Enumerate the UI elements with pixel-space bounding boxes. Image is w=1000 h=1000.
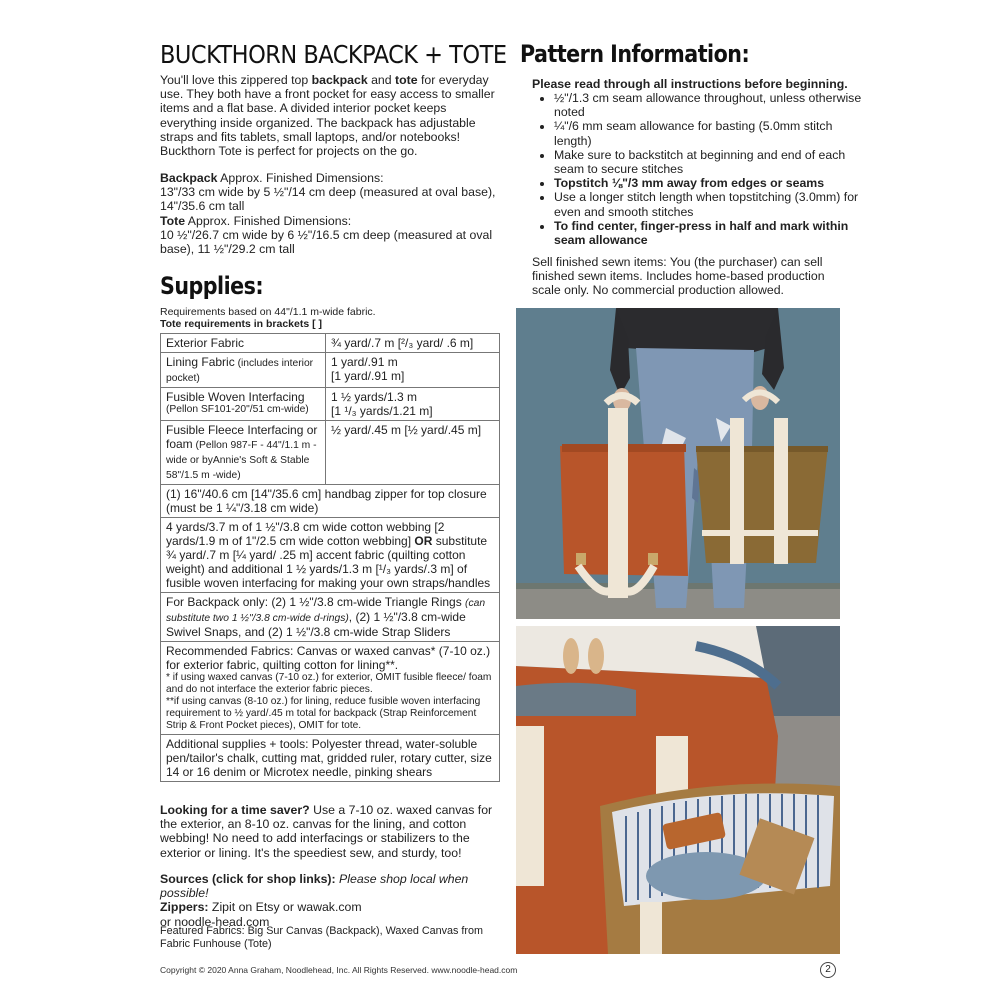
supply-label-note: (includes interior pocket)	[166, 358, 314, 384]
backpack-dims-heading: Approx. Finished Dimensions:	[217, 171, 384, 185]
copyright-footer: Copyright © 2020 Anna Graham, Noodlehead, Inc. All Rights Reserved. www.noodle-head.com	[160, 965, 518, 975]
backpack-dims: 13"/33 cm wide by 5 ½"/14 cm deep (measured at oval base), 14"/35.6 cm tall	[160, 185, 496, 214]
zippers-label: Zippers:	[160, 900, 209, 915]
selling-policy: Sell finished sewn items: You (the purchaser) can sell finished sewn items. Includes home-based production scale only. No commercial production allowed.	[532, 255, 825, 298]
pattern-info-lead: Please read through all instructions before beginning.	[532, 77, 848, 91]
tote-dims-heading: Approx. Finished Dimensions:	[185, 213, 352, 228]
noodlehead-link[interactable]: or noodle-head.com	[160, 914, 270, 929]
list-item: • ¼"/6 mm seam allowance for basting (5.0mm stitch length)	[554, 119, 864, 147]
webbing-requirement	[161, 518, 500, 593]
webbing-text: 4 yards/3.7 m of 1 ½"/3.8 cm wide cotton webbing [2 yards/1.9 m of 1"/2.5 cm wide cotton webbing]	[166, 520, 445, 548]
photo-backpack-and-tote	[516, 308, 840, 619]
supply-label-note: (Pellon 987-F - 44"/1.1 m -wide or byAnnie's Soft & Stable 58"/1.5 m -wide)	[166, 440, 317, 481]
time-saver-label: Looking for a time saver?	[160, 803, 310, 817]
supply-label-text: Fusible Woven Interfacing	[166, 390, 305, 404]
recommended-text: Recommended Fabrics: Canvas or waxed canvas* (7-10 oz.) for exterior fabric, quilting cotton for lining**.	[166, 644, 491, 672]
table-row	[161, 353, 500, 388]
supply-label-note: (Pellon SF101-20"/51 cm-wide)	[166, 404, 309, 415]
zipper-requirement: (1) 16"/40.6 cm [14"/35.6 cm] handbag zipper for top closure (must be 1 ¼"/3.18 cm wide)	[161, 485, 500, 518]
hardware-requirement	[161, 593, 500, 642]
time-saver-tip	[160, 803, 505, 860]
supply-label	[161, 353, 326, 388]
intro-text-1: You'll love this zippered top	[160, 73, 312, 87]
supplies-table	[160, 333, 500, 782]
table-row	[161, 735, 500, 782]
pattern-info-heading: Pattern Information:	[520, 40, 750, 68]
hardware-text: For Backpack only: (2) 1 ½"/3.8 cm-wide Triangle Rings	[166, 595, 466, 609]
hardware-note: (can substitute two 1 ½"/3.8 cm-wide d-rings)	[166, 598, 486, 624]
waxed-canvas-note: * if using waxed canvas (7-10 oz.) for exterior, OMIT fusible fleece/ foam and do not interface the exterior fabric pieces.	[166, 672, 492, 695]
supply-label-text: Lining Fabric	[166, 355, 235, 369]
supply-amount: 1 ½ yards/1.3 m [1 ¹/₃ yards/1.21 m]	[326, 388, 500, 421]
webbing-alt-text: substitute ¾ yard/.7 m [¼ yard/ .25 m] accent fabric (quilting cotton weight) and additional 1 ½ yards/1.3 m [¹/₃ yards/.3 m] of fusible woven interfacing for making your own straps/handles	[166, 534, 491, 590]
requirements-note	[160, 307, 505, 330]
hardware-text-2: , (2) 1 ½"/3.8 cm-wide Swivel Snaps, and (2) 1 ½"/3.8 cm-wide Strap Sliders	[166, 610, 466, 639]
supply-amount: 1 yard/.91 m [1 yard/.91 m]	[326, 353, 500, 388]
photo-open-bags-image	[516, 626, 840, 954]
intro-text-2: and	[367, 73, 396, 87]
webbing-or: OR	[414, 534, 433, 548]
page-number: 2	[820, 962, 836, 978]
list-item: • To find center, finger-press in half and mark within seam allowance	[554, 219, 864, 247]
tote-brackets-note: Tote requirements in brackets [ ]	[160, 317, 323, 330]
supply-amount: ½ yard/.45 m [½ yard/.45 m]	[326, 421, 500, 485]
table-row	[161, 593, 500, 642]
time-saver-text: Use a 7-10 oz. waxed canvas for the exterior, an 8-10 oz. canvas for the lining, and cotton webbing! No need to add interfacings or stabilizers to the exterior or lining. It's the speediest sew, and sturdy, too!	[160, 803, 493, 860]
sources-note: Please shop local when possible!	[160, 872, 469, 901]
table-row	[161, 421, 500, 485]
tote-dims: 10 ½"/26.7 cm wide by 6 ½"/16.5 cm deep (measured at oval base), 11 ½"/29.2 cm tall	[160, 227, 493, 257]
finished-dimensions	[160, 171, 505, 256]
additional-supplies: Additional supplies + tools: Polyester thread, water-soluble pen/tailor's chalk, cutting mat, gridded ruler, rotary cutter, size 14 or 16 denim or Microtex needle, pinking shears	[161, 735, 500, 782]
zippers-links[interactable]: Zipit on Etsy or wawak.com	[208, 900, 362, 915]
list-item: • Topstitch ⅛"/3 mm away from edges or seams	[554, 176, 864, 190]
pattern-info-list	[532, 91, 864, 247]
supply-label-text: Exterior Fabric	[166, 336, 245, 350]
backpack-label: Backpack	[160, 171, 218, 185]
sources	[160, 872, 505, 929]
supply-label	[161, 334, 326, 353]
supplies-heading: Supplies:	[160, 272, 264, 300]
photo-backpack-and-tote-image	[516, 308, 840, 619]
supply-label	[161, 388, 326, 421]
list-item: • ½"/1.3 cm seam allowance throughout, unless otherwise noted	[554, 91, 864, 119]
supply-amount: ¾ yard/.7 m [²/₃ yard/ .6 m]	[326, 334, 500, 353]
table-row	[161, 642, 500, 735]
photo-open-bags	[516, 626, 840, 954]
supply-label-text: Fusible Fleece Interfacing or foam	[166, 423, 318, 451]
list-item: • Make sure to backstitch at beginning and end of each seam to secure stitches	[554, 148, 864, 176]
supply-label	[161, 421, 326, 485]
list-item: • Use a longer stitch length when topstitching (3.0mm) for even and smooth stitches	[554, 190, 864, 218]
intro-bold-backpack: backpack	[311, 73, 368, 87]
featured-fabrics: Featured Fabrics: Big Sur Canvas (Backpack), Waxed Canvas from Fabric Funhouse (Tote)	[160, 925, 484, 950]
intro-bold-tote: tote	[395, 73, 418, 87]
canvas-lining-note: **if using canvas (8-10 oz.) for lining, reduce fusible woven interfacing requirement to ½ yard/.45 m total for backpack (Strap Reinforcement Strip & Front Pocket pieces), OMIT for tote.	[166, 696, 481, 731]
intro-text-3: for everyday use. They both have a front pocket for easy access to smaller items and a flat base. A divided interior pocket keeps everything inside organized. The backpack has adjustable straps and fits tablets, small laptops, and/or notebooks! Buckthorn Tote is perfect for projects on the go.	[160, 73, 495, 159]
sources-label[interactable]: Sources (click for shop links):	[160, 872, 336, 886]
recommended-fabrics	[161, 642, 500, 735]
table-row	[161, 388, 500, 421]
table-row	[161, 334, 500, 353]
page-title: BUCKTHORN BACKPACK + TOTE	[160, 40, 507, 69]
table-row	[161, 485, 500, 518]
tote-label: Tote	[160, 213, 186, 228]
table-row	[161, 518, 500, 593]
requirements-line: Requirements based on 44"/1.1 m-wide fabric.	[160, 306, 376, 318]
intro-paragraph	[160, 73, 505, 158]
